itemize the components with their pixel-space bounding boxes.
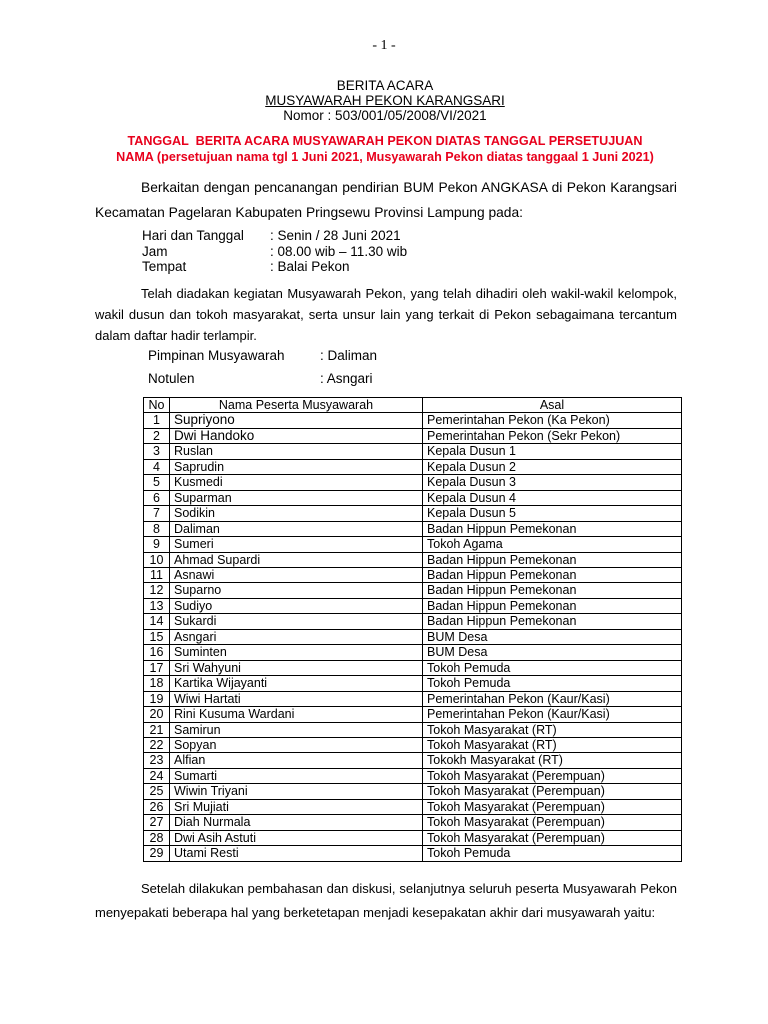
- row-number: 27: [144, 815, 170, 830]
- role-label: Notulen: [148, 371, 195, 386]
- notice-line-1: TANGGAL BERITA ACARA MUSYAWARAH PEKON DIATAS TANGGAL PERSETUJUAN: [127, 134, 643, 148]
- row-number: 11: [144, 567, 170, 582]
- detail-row: [142, 228, 407, 244]
- participant-origin: Pemerintahan Pekon (Sekr Pekon): [423, 428, 682, 443]
- document-title: BERITA ACARA: [336, 78, 434, 93]
- table-row: [144, 768, 682, 783]
- row-number: 9: [144, 537, 170, 552]
- role-label: Pimpinan Musyawarah: [148, 348, 285, 363]
- role-value: : Daliman: [320, 348, 378, 363]
- participant-origin: Tokoh Masyarakat (Perempuan): [423, 815, 682, 830]
- table-row: [144, 475, 682, 490]
- participant-origin: Kepala Dusun 5: [423, 506, 682, 521]
- red-notice: [0, 134, 768, 165]
- header-origin: Asal: [423, 398, 682, 413]
- row-number: 17: [144, 660, 170, 675]
- table-row: [144, 506, 682, 521]
- row-number: 21: [144, 722, 170, 737]
- participant-name: Asngari: [170, 629, 423, 644]
- table-row: [144, 567, 682, 582]
- participant-name: Sumarti: [170, 768, 423, 783]
- participant-name: Dwi Asih Astuti: [170, 830, 423, 845]
- participant-origin: Badan Hippun Pemekonan: [423, 567, 682, 582]
- participant-origin: Badan Hippun Pemekonan: [423, 598, 682, 613]
- body-paragraph: Telah diadakan kegiatan Musyawarah Pekon, yang telah dihadiri oleh wakil-wakil kelompok, wakil dusun dan tokoh masyarakat, serta unsur lain yang terkait di Pekon sebagaimana tercantum dalam daftar hadir terlampir.: [95, 286, 677, 343]
- detail-label: Hari dan Tanggal: [142, 228, 244, 243]
- table-header-row: [144, 398, 682, 413]
- participant-origin: Tokoh Masyarakat (Perempuan): [423, 799, 682, 814]
- participant-name: Ruslan: [170, 444, 423, 459]
- table-row: [144, 676, 682, 691]
- table-row: [144, 598, 682, 613]
- participant-name: Rini Kusuma Wardani: [170, 707, 423, 722]
- participant-name: Sri Wahyuni: [170, 660, 423, 675]
- participant-origin: BUM Desa: [423, 645, 682, 660]
- document-header: [0, 78, 768, 123]
- participant-origin: Badan Hippun Pemekonan: [423, 583, 682, 598]
- participant-name: Supriyono: [170, 413, 423, 428]
- row-number: 28: [144, 830, 170, 845]
- participant-origin: Tokoh Masyarakat (Perempuan): [423, 768, 682, 783]
- row-number: 18: [144, 676, 170, 691]
- detail-value: : 08.00 wib – 11.30 wib: [270, 243, 408, 259]
- detail-row: [142, 244, 407, 260]
- participant-origin: Tokoh Masyarakat (RT): [423, 722, 682, 737]
- table-row: [144, 537, 682, 552]
- participant-name: Sukardi: [170, 614, 423, 629]
- participant-origin: Tokoh Masyarakat (RT): [423, 737, 682, 752]
- table-row: [144, 830, 682, 845]
- participant-name: Sudiyo: [170, 598, 423, 613]
- row-number: 7: [144, 506, 170, 521]
- row-number: 15: [144, 629, 170, 644]
- participant-name: Saprudin: [170, 459, 423, 474]
- table-row: [144, 444, 682, 459]
- row-number: 3: [144, 444, 170, 459]
- row-number: 12: [144, 583, 170, 598]
- detail-label: Jam: [142, 243, 168, 259]
- closing-paragraph: Setelah dilakukan pembahasan dan diskusi, selanjutnya seluruh peserta Musyawarah Pekon menyepakati beberapa hal yang berketetapan menjadi kesepakatan akhir dari musyawarah yaitu:: [95, 881, 677, 920]
- participant-origin: Pemerintahan Pekon (Kaur/Kasi): [423, 707, 682, 722]
- row-number: 4: [144, 459, 170, 474]
- header-no: No: [144, 398, 170, 413]
- participant-name: Suparno: [170, 583, 423, 598]
- meeting-roles: [148, 344, 377, 390]
- table-row: [144, 583, 682, 598]
- participant-name: Wiwin Triyani: [170, 784, 423, 799]
- participant-origin: Tokoh Agama: [423, 537, 682, 552]
- intro-paragraph: Berkaitan dengan pencanangan pendirian BUM Pekon ANGKASA di Pekon Karangsari Kecamatan Pagelaran Kabupaten Pringsewu Provinsi Lampung pada:: [95, 180, 677, 220]
- header-name: Nama Peserta Musyawarah: [170, 398, 423, 413]
- role-row: [148, 344, 377, 367]
- row-number: 23: [144, 753, 170, 768]
- table-row: [144, 660, 682, 675]
- table-row: [144, 815, 682, 830]
- table-row: [144, 722, 682, 737]
- detail-value: : Balai Pekon: [270, 259, 350, 274]
- row-number: 26: [144, 799, 170, 814]
- row-number: 25: [144, 784, 170, 799]
- document-subtitle: MUSYAWARAH PEKON KARANGSARI: [265, 93, 505, 108]
- participant-origin: Kepala Dusun 1: [423, 444, 682, 459]
- participant-origin: Kepala Dusun 3: [423, 475, 682, 490]
- document-number: Nomor : 503/001/05/2008/VI/2021: [283, 108, 487, 123]
- participant-name: Diah Nurmala: [170, 815, 423, 830]
- participant-name: Sodikin: [170, 506, 423, 521]
- participant-name: Daliman: [170, 521, 423, 536]
- table-row: [144, 799, 682, 814]
- participant-name: Sri Mujiati: [170, 799, 423, 814]
- participant-origin: Tokoh Masyarakat (Perempuan): [423, 784, 682, 799]
- participant-origin: Pemerintahan Pekon (Ka Pekon): [423, 413, 682, 428]
- participant-name: Kusmedi: [170, 475, 423, 490]
- page-number: - 1 -: [372, 38, 396, 53]
- participant-name: Samirun: [170, 722, 423, 737]
- row-number: 10: [144, 552, 170, 567]
- table-row: [144, 753, 682, 768]
- participant-origin: Badan Hippun Pemekonan: [423, 521, 682, 536]
- participant-origin: BUM Desa: [423, 629, 682, 644]
- meeting-details: [142, 228, 407, 275]
- row-number: 16: [144, 645, 170, 660]
- participant-name: Asnawi: [170, 567, 423, 582]
- participant-name: Wiwi Hartati: [170, 691, 423, 706]
- participant-name: Dwi Handoko: [170, 428, 423, 443]
- row-number: 8: [144, 521, 170, 536]
- table-row: [144, 459, 682, 474]
- table-row: [144, 691, 682, 706]
- table-row: [144, 645, 682, 660]
- row-number: 2: [144, 428, 170, 443]
- table-row: [144, 846, 682, 861]
- table-row: [144, 629, 682, 644]
- notice-line-2: NAMA (persetujuan nama tgl 1 Juni 2021, Musyawarah Pekon diatas tanggaal 1 Juni 2021): [116, 149, 654, 164]
- row-number: 14: [144, 614, 170, 629]
- table-row: [144, 614, 682, 629]
- row-number: 19: [144, 691, 170, 706]
- participant-origin: Tokoh Pemuda: [423, 660, 682, 675]
- row-number: 29: [144, 846, 170, 861]
- participant-name: Alfian: [170, 753, 423, 768]
- participant-origin: Tokoh Pemuda: [423, 846, 682, 861]
- row-number: 22: [144, 737, 170, 752]
- participant-origin: Kepala Dusun 2: [423, 459, 682, 474]
- row-number: 20: [144, 707, 170, 722]
- role-row: [148, 367, 377, 390]
- row-number: 5: [144, 475, 170, 490]
- participant-name: Utami Resti: [170, 846, 423, 861]
- participant-name: Ahmad Supardi: [170, 552, 423, 567]
- row-number: 1: [144, 413, 170, 428]
- detail-value: : Senin / 28 Juni 2021: [270, 228, 401, 243]
- table-row: [144, 428, 682, 443]
- participant-origin: Tokoh Pemuda: [423, 676, 682, 691]
- attendance-table: [143, 397, 682, 862]
- table-row: [144, 737, 682, 752]
- participant-origin: Pemerintahan Pekon (Kaur/Kasi): [423, 691, 682, 706]
- participant-name: Suminten: [170, 645, 423, 660]
- participant-origin: Badan Hippun Pemekonan: [423, 552, 682, 567]
- table-row: [144, 552, 682, 567]
- participant-name: Sumeri: [170, 537, 423, 552]
- row-number: 13: [144, 598, 170, 613]
- row-number: 6: [144, 490, 170, 505]
- attendance-table-body: [144, 413, 682, 861]
- row-number: 24: [144, 768, 170, 783]
- participant-origin: Badan Hippun Pemekonan: [423, 614, 682, 629]
- detail-label: Tempat: [142, 259, 187, 274]
- participant-origin: Tokokh Masyarakat (RT): [423, 753, 682, 768]
- detail-row: [142, 259, 407, 275]
- table-row: [144, 490, 682, 505]
- table-row: [144, 707, 682, 722]
- table-row: [144, 521, 682, 536]
- participant-name: Sopyan: [170, 737, 423, 752]
- role-value: : Asngari: [320, 371, 373, 386]
- table-row: [144, 413, 682, 428]
- participant-origin: Tokoh Masyarakat (Perempuan): [423, 830, 682, 845]
- participant-name: Kartika Wijayanti: [170, 676, 423, 691]
- table-row: [144, 784, 682, 799]
- participant-origin: Kepala Dusun 4: [423, 490, 682, 505]
- participant-name: Suparman: [170, 490, 423, 505]
